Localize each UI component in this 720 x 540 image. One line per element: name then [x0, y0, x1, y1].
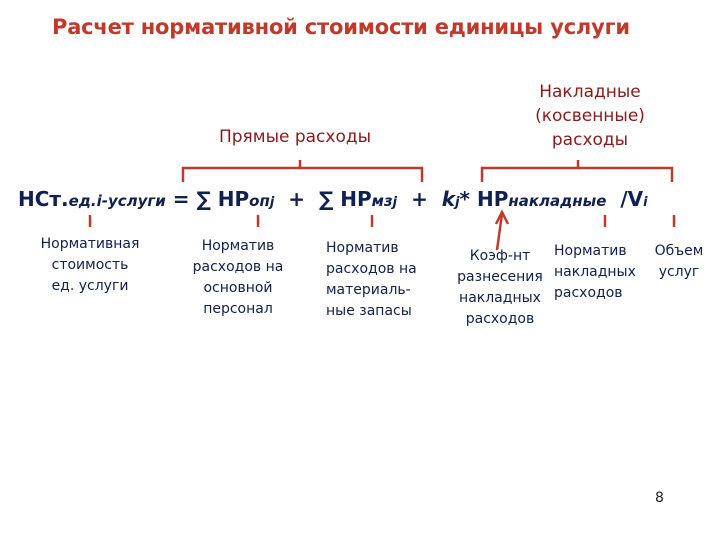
overhead-brace: [482, 168, 672, 182]
formula-sum-staff-sub: оп: [249, 192, 270, 210]
desc-overhead-norm-1: Норматив: [554, 243, 627, 259]
formula-div-idx: i: [643, 195, 648, 210]
desc-volume-2: услуг: [658, 264, 700, 280]
desc-staff-1: Норматив: [201, 238, 275, 254]
direct-brace: [183, 168, 422, 182]
page-number: 8: [655, 490, 664, 506]
formula-sum-materials: ∑ НР: [318, 187, 372, 211]
formula-plus-1: +: [288, 187, 306, 211]
overhead-line-2: (косвенные): [535, 106, 645, 126]
formula-k-idx: j: [455, 195, 460, 210]
desc-coef-1: Коэф-нт: [469, 248, 531, 264]
formula-plus-2: +: [411, 187, 428, 211]
desc-overhead-norm-3: расходов: [554, 285, 623, 301]
formula-lhs-sub: ед.i-услуги: [68, 192, 166, 210]
desc-volume-1: Объем: [654, 243, 704, 259]
desc-materials-2: расходов на: [326, 261, 417, 277]
formula-lhs: НСт.: [18, 187, 69, 211]
desc-unit-cost-2: стоимость: [51, 257, 129, 273]
overhead-line-1: Накладные: [539, 82, 641, 102]
desc-unit-cost: [15, 234, 165, 297]
desc-overhead-norm-2: накладных: [554, 264, 636, 280]
desc-unit-cost-3: ед. услуги: [51, 278, 129, 294]
desc-materials: [326, 238, 436, 322]
formula-k: k: [441, 187, 456, 211]
desc-staff-4: персонал: [203, 301, 273, 317]
desc-coef-3: накладных: [459, 290, 541, 306]
desc-coef: [446, 246, 554, 330]
page-title: Расчет нормативной стоимости единицы услуги: [52, 15, 630, 39]
formula-mult: * НР: [459, 187, 509, 211]
direct-costs-label: Прямые расходы: [218, 127, 372, 147]
desc-coef-2: разнесения: [457, 269, 543, 285]
formula-sum-staff: ∑ НР: [196, 187, 250, 211]
formula: [18, 187, 648, 211]
desc-staff: [178, 236, 298, 320]
formula-div: /V: [620, 187, 644, 211]
desc-volume: [648, 241, 710, 283]
desc-coef-4: расходов: [465, 311, 535, 327]
desc-materials-1: Норматив: [326, 240, 399, 256]
desc-staff-3: основной: [203, 280, 273, 296]
desc-staff-2: расходов на: [192, 259, 284, 275]
formula-mult-sub: накладные: [508, 192, 607, 210]
formula-sum-staff-idx: j: [269, 195, 275, 210]
formula-sum-materials-sub: мз: [371, 192, 393, 210]
desc-materials-3: материаль-: [326, 282, 411, 298]
desc-overhead-norm: [554, 241, 646, 304]
desc-materials-4: ные запасы: [326, 303, 412, 319]
desc-unit-cost-1: Нормативная: [40, 236, 140, 252]
overhead-line-3: расходы: [551, 130, 629, 150]
formula-sum-materials-idx: j: [392, 195, 398, 210]
formula-equals: =: [172, 187, 190, 211]
